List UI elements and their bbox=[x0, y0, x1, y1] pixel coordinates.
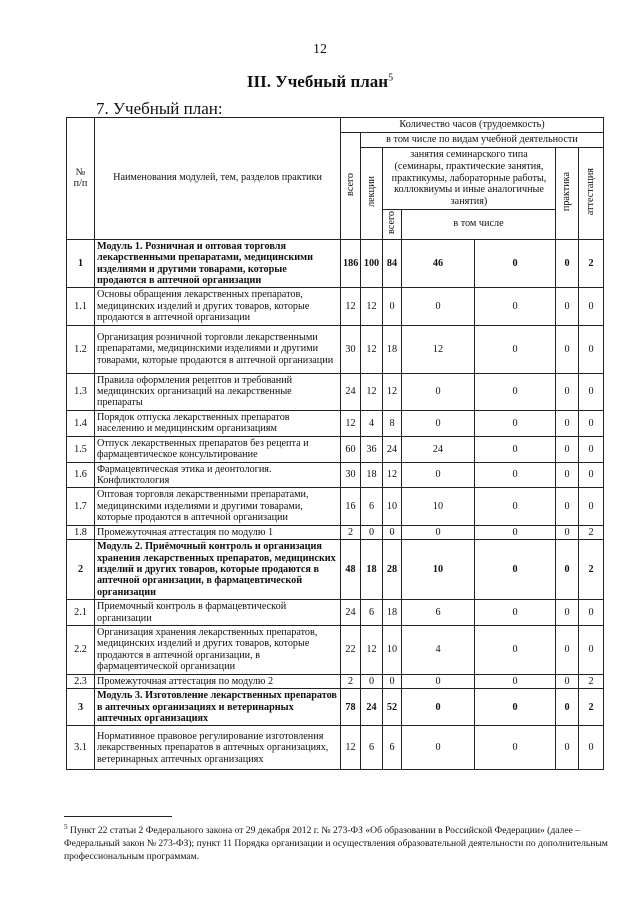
row-total: 78 bbox=[341, 689, 361, 726]
row-practical: 0 bbox=[402, 726, 475, 770]
row-eo-dot: 0 bbox=[475, 288, 556, 325]
row-sem-total: 24 bbox=[383, 436, 402, 462]
row-lectures: 18 bbox=[361, 462, 383, 488]
row-sem-total: 12 bbox=[383, 373, 402, 410]
row-num: 1.3 bbox=[67, 373, 95, 410]
row-total: 2 bbox=[341, 674, 361, 688]
row-attestation: 0 bbox=[579, 726, 604, 770]
row-practical: 10 bbox=[402, 540, 475, 600]
section-title-text: III. Учебный план bbox=[246, 72, 389, 91]
row-practical: 6 bbox=[402, 600, 475, 626]
row-name: Фармацевтическая этика и деонтология. Конфликтология bbox=[95, 462, 341, 488]
row-eo-dot: 0 bbox=[475, 325, 556, 373]
row-lectures: 12 bbox=[361, 373, 383, 410]
header-lectures-text: лекции bbox=[365, 176, 377, 207]
row-lectures: 18 bbox=[361, 540, 383, 600]
row-practice: 0 bbox=[556, 288, 579, 325]
header-num: № п/п bbox=[67, 118, 95, 240]
row-eo-dot: 0 bbox=[475, 462, 556, 488]
row-practice: 0 bbox=[556, 689, 579, 726]
row-num: 2 bbox=[67, 540, 95, 600]
row-practical: 0 bbox=[402, 288, 475, 325]
row-name: Нормативное правовое регулирование изготовления лекарственных препаратов в аптечных организациях, ветеринарных аптечных организациях bbox=[95, 726, 341, 770]
row-eo-dot: 0 bbox=[475, 626, 556, 675]
row-sem-total: 12 bbox=[383, 462, 402, 488]
table-row bbox=[67, 462, 604, 488]
row-name: Промежуточная аттестация по модулю 1 bbox=[95, 525, 341, 539]
row-eo-dot: 0 bbox=[475, 600, 556, 626]
row-sem-total: 10 bbox=[383, 626, 402, 675]
row-practical: 46 bbox=[402, 239, 475, 288]
row-sem-total: 18 bbox=[383, 600, 402, 626]
row-total: 12 bbox=[341, 726, 361, 770]
row-practical: 0 bbox=[402, 373, 475, 410]
row-eo-dot: 0 bbox=[475, 436, 556, 462]
row-name: Модуль 3. Изготовление лекарственных препаратов в аптечных организациях и ветеринарных аптечных организациях bbox=[95, 689, 341, 726]
row-total: 48 bbox=[341, 540, 361, 600]
row-sem-total: 84 bbox=[383, 239, 402, 288]
row-practical: 10 bbox=[402, 488, 475, 525]
row-total: 12 bbox=[341, 410, 361, 436]
row-practice: 0 bbox=[556, 525, 579, 539]
row-attestation: 2 bbox=[579, 674, 604, 688]
row-num: 1.7 bbox=[67, 488, 95, 525]
row-name: Порядок отпуска лекарственных препаратов населению и медицинским организациям bbox=[95, 410, 341, 436]
row-sem-total: 0 bbox=[383, 674, 402, 688]
row-sem-total: 0 bbox=[383, 288, 402, 325]
row-name: Организация розничной торговли лекарственными препаратами, медицинскими изделиями и другими товарами, которые продаются в аптечной организации bbox=[95, 325, 341, 373]
table-row bbox=[67, 239, 604, 288]
row-lectures: 24 bbox=[361, 689, 383, 726]
table-row bbox=[67, 325, 604, 373]
row-sem-total: 52 bbox=[383, 689, 402, 726]
row-practice: 0 bbox=[556, 674, 579, 688]
row-practical: 0 bbox=[402, 525, 475, 539]
row-attestation: 0 bbox=[579, 410, 604, 436]
row-num: 2.3 bbox=[67, 674, 95, 688]
row-eo-dot: 0 bbox=[475, 410, 556, 436]
row-num: 1.8 bbox=[67, 525, 95, 539]
row-attestation: 2 bbox=[579, 689, 604, 726]
row-eo-dot: 0 bbox=[475, 239, 556, 288]
table-row bbox=[67, 600, 604, 626]
row-sem-total: 10 bbox=[383, 488, 402, 525]
row-num: 3.1 bbox=[67, 726, 95, 770]
page-number: 12 bbox=[313, 42, 327, 57]
row-total: 24 bbox=[341, 600, 361, 626]
header-total-text: всего bbox=[344, 172, 356, 196]
table-row bbox=[67, 689, 604, 726]
row-attestation: 2 bbox=[579, 525, 604, 539]
row-lectures: 36 bbox=[361, 436, 383, 462]
row-name: Основы обращения лекарственных препаратов, медицинских изделий и других товаров, которые продаются в аптечной организации bbox=[95, 288, 341, 325]
row-lectures: 12 bbox=[361, 626, 383, 675]
table-row bbox=[67, 288, 604, 325]
row-num: 2.1 bbox=[67, 600, 95, 626]
header-seminar-type: занятия семинарского типа (семинары, практические занятия, практикумы, лабораторные работы, коллоквиумы и иные аналогичные занятия) bbox=[383, 148, 556, 210]
study-plan-table bbox=[66, 117, 604, 770]
row-name: Модуль 2. Приёмочный контроль и организация хранения лекарственных препаратов, медицинских изделий и других товаров, которые продаются в аптечной организации, в фармацевтической организации bbox=[95, 540, 341, 600]
row-attestation: 0 bbox=[579, 288, 604, 325]
row-practical: 0 bbox=[402, 462, 475, 488]
row-practical: 0 bbox=[402, 410, 475, 436]
section-title bbox=[0, 72, 640, 92]
row-num: 2.2 bbox=[67, 626, 95, 675]
row-practical: 0 bbox=[402, 674, 475, 688]
table-row bbox=[67, 626, 604, 675]
header-hours-total: Количество часов (трудоемкость) bbox=[341, 118, 604, 133]
row-total: 186 bbox=[341, 239, 361, 288]
row-attestation: 0 bbox=[579, 488, 604, 525]
table-row bbox=[67, 726, 604, 770]
row-practice: 0 bbox=[556, 600, 579, 626]
row-num: 1.4 bbox=[67, 410, 95, 436]
row-practice: 0 bbox=[556, 373, 579, 410]
row-eo-dot: 0 bbox=[475, 373, 556, 410]
row-name: Отпуск лекарственных препаратов без рецепта и фармацевтическое консультирование bbox=[95, 436, 341, 462]
row-lectures: 6 bbox=[361, 726, 383, 770]
row-attestation: 0 bbox=[579, 436, 604, 462]
row-practical: 12 bbox=[402, 325, 475, 373]
row-practice: 0 bbox=[556, 488, 579, 525]
row-name: Приемочный контроль в фармацевтической организации bbox=[95, 600, 341, 626]
row-total: 12 bbox=[341, 288, 361, 325]
row-practice: 0 bbox=[556, 626, 579, 675]
row-practice: 0 bbox=[556, 436, 579, 462]
row-name: Оптовая торговля лекарственными препаратами, медицинскими изделиями и другими товарами, которые продаются в аптечной организации bbox=[95, 488, 341, 525]
row-sem-total: 28 bbox=[383, 540, 402, 600]
header-attestation-text: аттестация bbox=[585, 167, 597, 216]
row-total: 24 bbox=[341, 373, 361, 410]
footnote bbox=[64, 823, 614, 864]
table-row bbox=[67, 373, 604, 410]
row-num: 1.5 bbox=[67, 436, 95, 462]
row-attestation: 2 bbox=[579, 540, 604, 600]
table-body bbox=[67, 239, 604, 770]
row-name: Организация хранения лекарственных препаратов, медицинских изделий и других товаров, которые продаются в аптечной организации, в фармацевтической организации bbox=[95, 626, 341, 675]
header-total bbox=[341, 133, 361, 240]
row-total: 30 bbox=[341, 325, 361, 373]
row-eo-dot: 0 bbox=[475, 540, 556, 600]
table-row bbox=[67, 488, 604, 525]
row-attestation: 0 bbox=[579, 325, 604, 373]
row-sem-total: 0 bbox=[383, 525, 402, 539]
row-eo-dot: 0 bbox=[475, 689, 556, 726]
row-practice: 0 bbox=[556, 325, 579, 373]
header-practice bbox=[556, 148, 579, 240]
row-attestation: 0 bbox=[579, 462, 604, 488]
row-lectures: 12 bbox=[361, 325, 383, 373]
row-num: 1 bbox=[67, 239, 95, 288]
table-row bbox=[67, 525, 604, 539]
row-name: Модуль 1. Розничная и оптовая торговля лекарственными препаратами, медицинскими изделиями и другими товарами, которые продаются в аптечной организации bbox=[95, 239, 341, 288]
footnote-ref: 5 bbox=[388, 72, 394, 84]
table-row bbox=[67, 410, 604, 436]
header-including: в том числе bbox=[402, 210, 556, 240]
plan-title: 7. Учебный план: bbox=[96, 99, 223, 118]
row-practical: 4 bbox=[402, 626, 475, 675]
row-num: 3 bbox=[67, 689, 95, 726]
row-attestation: 0 bbox=[579, 373, 604, 410]
row-eo-dot: 0 bbox=[475, 488, 556, 525]
row-attestation: 2 bbox=[579, 239, 604, 288]
table-row bbox=[67, 674, 604, 688]
header-lectures bbox=[361, 148, 383, 240]
row-practice: 0 bbox=[556, 410, 579, 436]
row-practice: 0 bbox=[556, 462, 579, 488]
row-num: 1.6 bbox=[67, 462, 95, 488]
row-lectures: 6 bbox=[361, 600, 383, 626]
row-total: 16 bbox=[341, 488, 361, 525]
header-practice-text: практика bbox=[561, 171, 573, 212]
row-practice: 0 bbox=[556, 239, 579, 288]
row-name: Промежуточная аттестация по модулю 2 bbox=[95, 674, 341, 688]
header-name: Наименования модулей, тем, разделов практики bbox=[95, 118, 341, 240]
row-eo-dot: 0 bbox=[475, 525, 556, 539]
row-total: 22 bbox=[341, 626, 361, 675]
header-attestation bbox=[579, 148, 604, 240]
row-lectures: 6 bbox=[361, 488, 383, 525]
row-eo-dot: 0 bbox=[475, 726, 556, 770]
row-lectures: 100 bbox=[361, 239, 383, 288]
row-sem-total: 8 bbox=[383, 410, 402, 436]
header-sem-total-text: всего bbox=[386, 211, 398, 234]
row-practice: 0 bbox=[556, 726, 579, 770]
row-total: 60 bbox=[341, 436, 361, 462]
row-practical: 24 bbox=[402, 436, 475, 462]
row-lectures: 4 bbox=[361, 410, 383, 436]
footnote-text: Пункт 22 статьи 2 Федерального закона от 29 декабря 2012 г. № 273-ФЗ «Об образовании в Российской Федерации» (далее – Федеральный закон № 273-ФЗ); пункт 11 Порядка организации и осуществления образовательной деятельности по дополнительным профессиональным программам. bbox=[64, 825, 608, 863]
row-total: 2 bbox=[341, 525, 361, 539]
row-total: 30 bbox=[341, 462, 361, 488]
row-sem-total: 6 bbox=[383, 726, 402, 770]
row-practical: 0 bbox=[402, 689, 475, 726]
row-eo-dot: 0 bbox=[475, 674, 556, 688]
row-lectures: 0 bbox=[361, 525, 383, 539]
footnote-divider bbox=[64, 816, 172, 817]
header-by-type: в том числе по видам учебной деятельности bbox=[361, 133, 604, 148]
header-sem-total bbox=[383, 210, 402, 240]
row-sem-total: 18 bbox=[383, 325, 402, 373]
row-name: Правила оформления рецептов и требований медицинских организаций на лекарственные препараты bbox=[95, 373, 341, 410]
row-practice: 0 bbox=[556, 540, 579, 600]
table-row bbox=[67, 540, 604, 600]
row-attestation: 0 bbox=[579, 626, 604, 675]
footnote-mark: 5 bbox=[64, 823, 68, 831]
table-row bbox=[67, 436, 604, 462]
row-lectures: 12 bbox=[361, 288, 383, 325]
row-lectures: 0 bbox=[361, 674, 383, 688]
row-attestation: 0 bbox=[579, 600, 604, 626]
row-num: 1.1 bbox=[67, 288, 95, 325]
row-num: 1.2 bbox=[67, 325, 95, 373]
